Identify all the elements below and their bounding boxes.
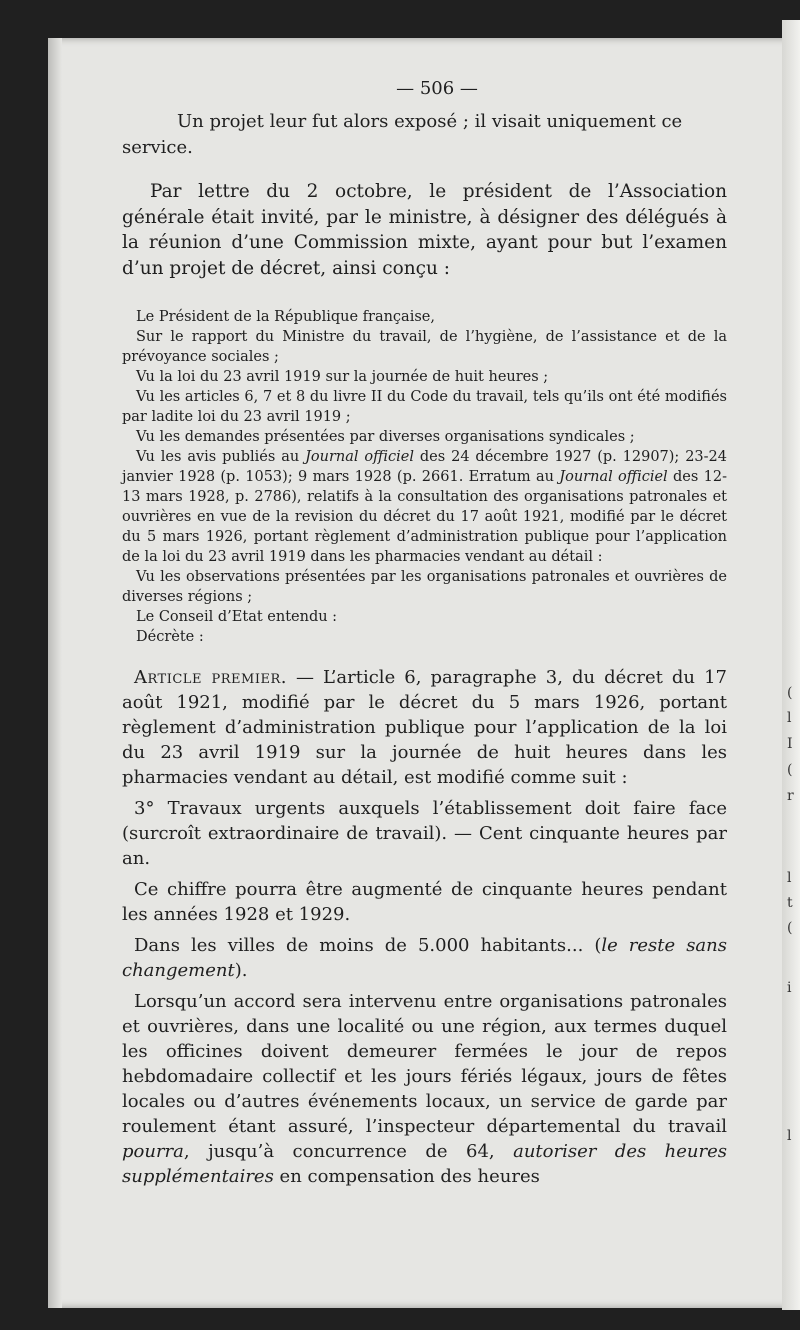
decree-line: Décrète : [136, 629, 204, 645]
margin-glyph: I [787, 736, 793, 752]
page-number: — 506 — [396, 78, 478, 99]
decree-line: Le Président de la République française, [136, 309, 435, 325]
article-text-run: en compensation des heures [273, 1166, 540, 1187]
decree-text-run: Vu les avis publiés au [136, 449, 306, 465]
article-italic-run: pourra [122, 1141, 184, 1162]
decree-line: Vu la loi du 23 avril 1919 sur la journée de huit heures ; [136, 369, 549, 385]
article-text-run: ). [234, 960, 248, 981]
journal-title: Journal officiel [305, 449, 415, 465]
decree-line: Vu les articles 6, 7 et 8 du livre II du Code du travail, tels qu’ils ont été modifiés par ladite loi du 23 avril 1919 ; [122, 389, 727, 425]
margin-glyph: l [787, 870, 792, 886]
article-italic-run: le reste sans changement [122, 935, 727, 981]
page-gutter-shadow [48, 38, 62, 1308]
decree-text-run: des 24 décembre 1927 (p. 12907); 23-24 janvier 1928 (p. 1053); 9 mars 1928 (p. 2661. Erratum au [122, 449, 727, 485]
decree-line: Vu les observations présentées par les organisations patronales et ouvrières de diverses régions ; [122, 569, 727, 605]
margin-glyph: ( [787, 685, 793, 701]
paragraph-letter: Par lettre du 2 octobre, le président de l’Association générale était invité, par le ministre, à désigner des délégués à la réunion d’une Commission mixte, ayant pour but l’examen d’un projet de décret, ainsi conçu : [122, 181, 727, 279]
article-paragraph-2: 3° Travaux urgents auxquels l’établissement doit faire face (surcroît extraordinaire de travail). — Cent cinquante heures par an. [122, 798, 727, 869]
article-text-run: Lorsqu’un accord sera intervenu entre organisations patronales et ouvrières, dans une localité ou une région, aux termes duquel les officines doivent demeurer fermées le jour de repos hebdomadaire collectif et les jours fériés légaux, jours de fêtes locales ou d’autres événements locaux, un service de garde par roulement étant assuré, l’inspecteur départemental du travail [122, 991, 727, 1137]
article-paragraph-4 [122, 933, 727, 983]
decree-text-run: des 12-13 mars 1928, p. 2786), relatifs à la consultation des organisations patronales et ouvrières en vue de la revision du décret du 17 août 1921, modifié par le décret du 5 mars 1926, portant règlement d’administration publique pour l’application de la loi du 23 avril 1919 dans les pharmacies vendant au détail : [122, 469, 728, 565]
margin-glyph: t [787, 895, 793, 911]
article-italic-run: autoriser des heures supplémentaires [122, 1141, 728, 1187]
margin-glyph: i [787, 980, 792, 996]
decree-line: Le Conseil d’Etat entendu : [136, 609, 338, 625]
article-heading: Article premier. [134, 667, 287, 688]
journal-title: Journal officiel [559, 469, 668, 485]
article-text-run: — L’article 6, paragraphe 3, du décret du 17 août 1921, modifié par le décret du 5 mars 1926, portant règlement d’administration publique pour l’application de la loi du 23 avril 1919 sur la journée de huit heures dans les pharmacies vendant au détail, est modifié comme suit : [122, 667, 727, 788]
decree-line: Vu les demandes présentées par diverses organisations syndicales ; [136, 429, 635, 445]
article-text-run: Dans les villes de moins de 5.000 habitants... ( [134, 935, 602, 956]
margin-glyph: l [787, 1128, 792, 1144]
margin-glyph: r [787, 788, 794, 804]
article-text-run: , jusqu’à concurrence de 64, [183, 1141, 514, 1162]
margin-glyph: l [787, 710, 792, 726]
article-paragraph-5 [122, 989, 727, 1189]
margin-glyph: ( [787, 920, 793, 936]
article-paragraph-1 [122, 665, 727, 790]
decree-line: Sur le rapport du Ministre du travail, de l’hygiène, de l’assistance et de la prévoyance sociales ; [122, 329, 727, 365]
article-paragraph-3: Ce chiffre pourra être augmenté de cinquante heures pendant les années 1928 et 1929. [122, 879, 727, 925]
intro-line: Un projet leur fut alors exposé ; il visait uniquement ce service. [122, 111, 683, 158]
next-page-edge [782, 20, 800, 1310]
article-premier [122, 665, 727, 1189]
margin-glyph: ( [787, 762, 793, 778]
decree-text [122, 307, 727, 647]
page-text [122, 78, 727, 1195]
decree-line-journal [122, 447, 727, 567]
